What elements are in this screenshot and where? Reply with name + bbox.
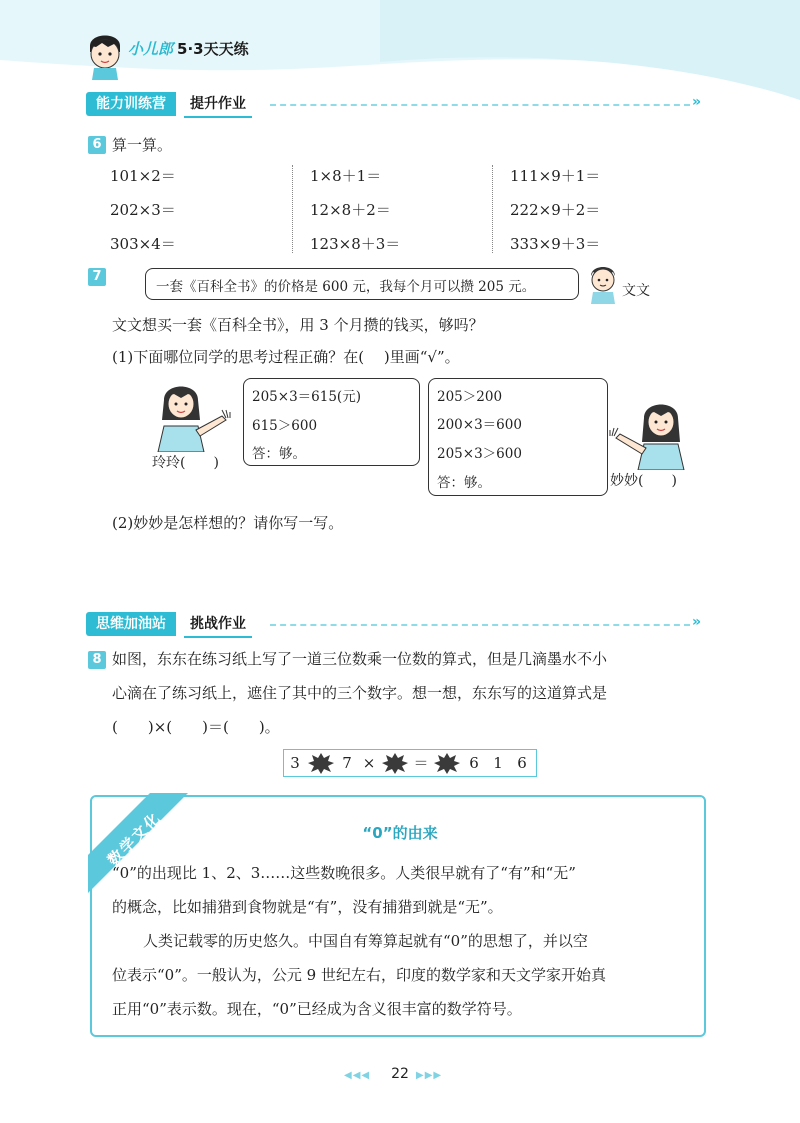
section-sub-challenge: 挑战作业 — [184, 612, 252, 638]
culture-text: 的概念，比如捕猎到食物就是“有”，没有捕猎到就是“无”。 — [112, 898, 503, 916]
q6-expr: 303×4＝ — [110, 235, 176, 253]
speech-text: 一套《百科全书》的价格是 600 元，我每个月可以攒 205 元。 — [156, 279, 536, 295]
culture-text: 人类记载零的历史悠久。中国自有筹算起就有“0”的思想了，并以空 — [143, 932, 588, 950]
brand-cn: 小儿郎 — [128, 40, 174, 58]
brand-title — [128, 38, 249, 59]
equation-digit: 6 — [469, 754, 479, 772]
q7-part2: (2)妙妙是怎样想的？请你写一写。 — [112, 514, 344, 532]
q6-expr: 202×3＝ — [110, 201, 176, 219]
culture-title: “0”的由来 — [362, 824, 438, 842]
q6-expr: 1×8＋1＝ — [310, 167, 382, 185]
footer-right-arrows: ▶▶▶ — [416, 1070, 443, 1081]
miaomiao-bubble — [428, 378, 608, 496]
section-tag-thinking: 思维加油站 — [86, 612, 176, 636]
q6-prompt: 算一算。 — [112, 136, 173, 154]
question-number-8: 8 — [88, 651, 106, 669]
equation-digit: 3 — [290, 754, 300, 772]
girl-lingling-icon — [152, 380, 242, 452]
culture-badge: 数学文化 — [103, 808, 165, 870]
double-chevron-icon: » — [692, 94, 702, 110]
equation-digit: 1 — [493, 754, 503, 772]
culture-text: “0”的出现比 1、2、3……这些数晚很多。人类很早就有了“有”和“无” — [112, 864, 576, 882]
lingling-bubble — [243, 378, 420, 466]
q7-part1: (1)下面哪位同学的思考过程正确？在( )里画“√”。 — [112, 348, 460, 366]
miaomiao-line: 205×3＞600 — [437, 446, 522, 462]
equation-digit: 7 — [342, 754, 352, 772]
lingling-line: 答：够。 — [252, 446, 306, 462]
q6-expr: 111×9＋1＝ — [510, 167, 601, 185]
q6-expr: 123×8＋3＝ — [310, 235, 401, 253]
boy-mascot-icon — [84, 28, 126, 80]
speech-bubble-wenwen — [145, 268, 579, 300]
q8-line: 心滴在了练习纸上，遮住了其中的三个数字。想一想，东东写的这道算式是 — [112, 684, 608, 702]
culture-corner-ribbon — [88, 793, 198, 903]
miaomiao-line: 答：够。 — [437, 475, 491, 491]
miaomiao-label: 妙妙( ) — [610, 473, 677, 489]
section-tag-ability: 能力训练营 — [86, 92, 176, 116]
double-chevron-icon: » — [692, 614, 702, 630]
q6-expr: 333×9＋3＝ — [510, 235, 601, 253]
miaomiao-line: 205＞200 — [437, 389, 503, 405]
lingling-line: 615＞600 — [252, 418, 318, 434]
section-sub-homework: 提升作业 — [184, 92, 252, 118]
q7-question: 文文想买一套《百科全书》，用 3 个月攒的钱买，够吗？ — [112, 316, 484, 334]
question-number-7: 7 — [88, 268, 106, 286]
question-number-6: 6 — [88, 136, 106, 154]
equation-digit: 6 — [517, 754, 527, 772]
column-divider — [492, 165, 493, 253]
lingling-line: 205×3＝615(元) — [252, 389, 361, 405]
ink-equation — [283, 749, 537, 777]
q6-expr: 101×2＝ — [110, 167, 176, 185]
equation-operator: ＝ — [413, 754, 429, 772]
ink-blot-icon — [432, 751, 462, 775]
brand-series: 5·3天天练 — [177, 40, 249, 58]
equation-operator: × — [362, 754, 376, 772]
section-divider — [270, 624, 690, 626]
culture-text: 正用“0”表示数。现在，“0”已经成为含义很丰富的数学符号。 — [112, 1000, 522, 1018]
culture-text: 位表示“0”。一般认为，公元 9 世纪左右，印度的数学家和天文学家开始真 — [112, 966, 606, 984]
q8-line: 如图，东东在练习纸上写了一道三位数乘一位数的算式，但是几滴墨水不小 — [112, 650, 608, 668]
column-divider — [292, 165, 293, 253]
section-divider — [270, 104, 690, 106]
speaker-name: 文文 — [622, 283, 650, 299]
girl-miaomiao-icon — [600, 398, 690, 470]
ink-blot-icon — [380, 751, 410, 775]
q6-expr: 12×8＋2＝ — [310, 201, 391, 219]
boy-wenwen-icon — [586, 262, 620, 304]
lingling-label: 玲玲( ) — [152, 455, 219, 471]
miaomiao-line: 200×3＝600 — [437, 417, 522, 433]
q6-expr: 222×9＋2＝ — [510, 201, 601, 219]
q8-line: ( )×( )＝( )。 — [112, 718, 280, 736]
footer-left-arrows: ◀◀◀ — [344, 1070, 371, 1081]
page-number: 22 — [391, 1066, 409, 1082]
ink-blot-icon — [306, 751, 336, 775]
